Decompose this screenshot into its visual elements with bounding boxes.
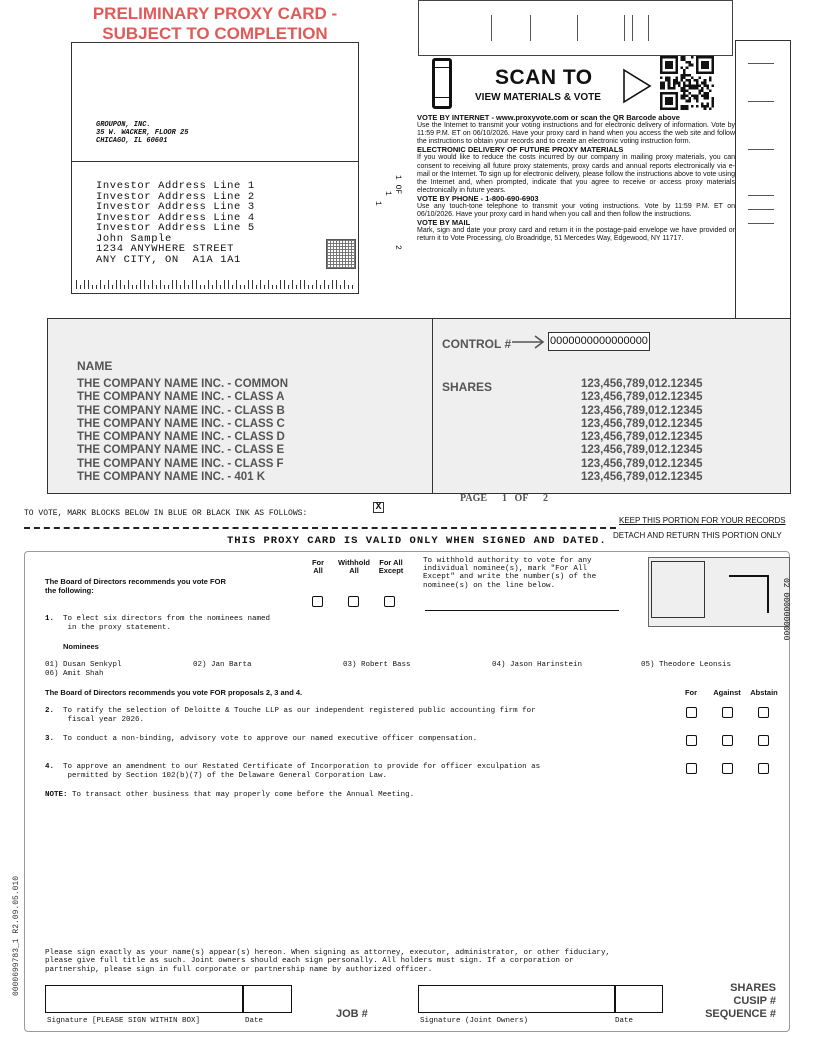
company-name: THE COMPANY NAME INC. - 401 K <box>77 471 266 484</box>
col-abstain: Abstain <box>750 688 778 697</box>
company-name: THE COMPANY NAME INC. - CLASS F <box>77 457 284 470</box>
col-for-all-except <box>375 559 407 575</box>
share-amount: 123,456,789,012.12345 <box>581 391 703 404</box>
nominee: 05) Theodore Leonsis <box>641 661 732 669</box>
company-list <box>77 378 288 484</box>
nominee: 03) Robert Bass <box>343 661 411 669</box>
barcode-sign-box <box>648 557 790 627</box>
for-all-except-checkbox[interactable] <box>384 596 395 607</box>
keep-portion-text: KEEP THIS PORTION FOR YOUR RECORDS <box>619 516 786 525</box>
control-number: 0000000000000000 <box>548 332 650 351</box>
note <box>45 791 414 800</box>
page-vert-text: 1 <box>383 191 392 196</box>
page-vert-text: 1 OF <box>393 175 402 195</box>
detach-line <box>24 527 616 529</box>
vertical-id-left: 0000699783_1 R2.09.05.010 <box>12 875 21 996</box>
phone-heading: VOTE BY PHONE - 1-800-690-6903 <box>417 193 539 203</box>
valid-statement: THIS PROXY CARD IS VALID ONLY WHEN SIGNED AND DATED. <box>227 535 607 547</box>
shares-cusip-sequence <box>690 982 776 1021</box>
mailing-address-box <box>71 42 402 294</box>
holder-info-box <box>47 318 791 504</box>
col-text: Except <box>378 566 404 575</box>
mail-body: Mark, sign and date your proxy card and return it in the postage-paid envelope we have provided or return it to Vote Processing, c/o Broadridge, 51 Mercedes Way, Edgewood, NY 11717. <box>417 227 735 243</box>
col-withhold-all <box>334 559 374 575</box>
recommendation-2: The Board of Directors recommends you vote FOR proposals 2, 3 and 4. <box>45 688 303 697</box>
col-for: For <box>684 688 698 697</box>
sender-line: GROUPON, INC. <box>96 121 151 129</box>
signature-date-box[interactable] <box>243 985 292 1013</box>
electronic-heading: ELECTRONIC DELIVERY OF FUTURE PROXY MATERIALS <box>417 145 624 155</box>
shares-text: SHARES <box>730 982 776 994</box>
item-2-number: 2. <box>45 707 55 715</box>
item-3-against-checkbox[interactable] <box>722 735 733 746</box>
postal-barcode <box>76 280 354 289</box>
signature-box[interactable] <box>45 985 243 1013</box>
nominee: 01) Dusan Senkypl <box>45 661 122 669</box>
shares-label: SHARES <box>442 380 493 394</box>
mail-heading: VOTE BY MAIL <box>417 218 471 228</box>
recommendation-1 <box>45 578 226 595</box>
joint-date-label: Date <box>615 1017 634 1025</box>
preliminary-banner <box>60 4 370 44</box>
item-4-against-checkbox[interactable] <box>722 763 733 774</box>
investor-line: Investor Address Line 2 <box>96 190 255 203</box>
joint-signature-box[interactable] <box>418 985 615 1013</box>
item-3-abstain-checkbox[interactable] <box>758 735 769 746</box>
col-against: Against <box>713 688 741 697</box>
col-text: For <box>311 558 325 567</box>
scan-subtitle: VIEW MATERIALS & VOTE <box>475 92 601 103</box>
phone-body: Use any touch-tone telephone to transmit your voting instructions. Vote by 11:59 P.M. ET on 06/10/2026. Have your proxy card in hand when you call and then follow the instructions. <box>417 203 735 219</box>
nominees-label: Nominees <box>63 642 99 651</box>
page-vert-text: 2 <box>393 245 402 250</box>
company-name: THE COMPANY NAME INC. - CLASS A <box>77 391 285 404</box>
top-barcode-box <box>418 0 733 56</box>
share-amount: 123,456,789,012.12345 <box>581 378 703 390</box>
nominee: 06) Amit Shah <box>45 670 104 678</box>
date-label: Date <box>245 1017 264 1025</box>
investor-line: Investor Address Line 3 <box>96 201 255 213</box>
vote-instruction: TO VOTE, MARK BLOCKS BELOW IN BLUE OR BLACK INK AS FOLLOWS: <box>24 509 308 518</box>
item-2-against-checkbox[interactable] <box>722 707 733 718</box>
col-text: Withhold <box>337 558 370 567</box>
joint-date-box[interactable] <box>615 985 663 1013</box>
page-count: PAGE 1 OF 2 <box>460 493 549 504</box>
share-amount: 123,456,789,012.12345 <box>581 457 703 470</box>
item-3-text: To conduct a non-binding, advisory vote to approve our named executive officer compensation. <box>63 735 478 743</box>
item-4-text: To approve an amendment to our Restated Certificate of Incorporation to provide for officer exculpation as permitted by Section 102(b)(7) of the Delaware General Corporation Law. <box>63 763 541 780</box>
item-2-text: To ratify the selection of Deloitte & Touche LLP as our independent registered public accounting firm for fiscal year 2026. <box>63 707 536 724</box>
investor-line: Investor Address Line 4 <box>96 211 255 224</box>
control-label: CONTROL # <box>442 337 512 351</box>
shares-list <box>581 378 703 484</box>
item-4-number: 4. <box>45 763 55 771</box>
grid-icon <box>326 239 356 269</box>
share-amount: 123,456,789,012.12345 <box>581 471 703 484</box>
sender-line: 35 W. WACKER, FLOOR 25 <box>96 129 189 137</box>
item-4-for-checkbox[interactable] <box>686 763 697 774</box>
share-amount: 123,456,789,012.12345 <box>581 404 703 417</box>
preliminary-line-2: SUBJECT TO COMPLETION <box>102 24 328 43</box>
share-amount: 123,456,789,012.12345 <box>581 444 703 457</box>
item-1-number: 1. <box>45 615 55 623</box>
vertical-id-right: 02 0000000000 <box>781 578 790 641</box>
withhold-instructions: To withhold authority to vote for any individual nominee(s), mark "For All Except" and write the number(s) of the nominee(s) on the line below. <box>423 557 597 590</box>
nominee-write-in-line[interactable] <box>425 610 619 611</box>
item-4-abstain-checkbox[interactable] <box>758 763 769 774</box>
side-strip <box>735 40 791 320</box>
play-arrow-icon <box>622 68 652 104</box>
withhold-all-checkbox[interactable] <box>348 596 359 607</box>
sender-address <box>96 121 188 145</box>
item-2-abstain-checkbox[interactable] <box>758 707 769 718</box>
electronic-body: If you would like to reduce the costs incurred by our company in mailing proxy materials, you can consent to receiving all future proxy statements, proxy cards and annual reports electronically via e-mail or the Internet. To sign up for electronic delivery, please follow the instructions above to vote using the Internet and, when prompted, indicate that you agree to receive or access proxy materials electronically in future years. <box>417 154 735 194</box>
col-text: All <box>349 566 359 575</box>
company-name: THE COMPANY NAME INC. - COMMON <box>77 378 289 390</box>
sender-line: CHICAGO, IL 60601 <box>96 137 168 145</box>
item-2-for-checkbox[interactable] <box>686 707 697 718</box>
qr-code-icon[interactable] <box>660 56 714 110</box>
investor-line: Investor Address Line 1 <box>96 180 255 192</box>
name-label: NAME <box>77 359 113 373</box>
company-name: THE COMPANY NAME INC. - CLASS D <box>77 431 285 444</box>
internet-body: Use the Internet to transmit your voting instructions and for electronic delivery of information. Vote by 11:59 P.M. ET on 06/10/2026. Have your proxy card in hand when you access the web site and follow the instructions to obtain your records and to create an electronic voting instruction form. <box>417 122 735 146</box>
investor-line: Investor Address Line 5 <box>96 222 255 234</box>
investor-line: John Sample <box>96 232 172 245</box>
job-number-label: JOB # <box>336 1008 368 1020</box>
investor-line: ANY CITY, ON A1A 1A1 <box>96 253 241 266</box>
scan-title: SCAN TO <box>495 66 593 89</box>
signature-label: Signature [PLEASE SIGN WITHIN BOX] <box>47 1017 201 1025</box>
sequence-text: SEQUENCE # <box>705 1008 776 1020</box>
voting-instructions <box>417 114 735 244</box>
preliminary-line-1: PRELIMINARY PROXY CARD - <box>92 4 338 23</box>
for-all-checkbox[interactable] <box>312 596 323 607</box>
share-amount: 123,456,789,012.12345 <box>581 431 703 444</box>
item-3-for-checkbox[interactable] <box>686 735 697 746</box>
note-text: To transact other business that may properly come before the Annual Meeting. <box>67 791 415 799</box>
col-text: For All <box>379 558 403 567</box>
col-for-all <box>306 559 330 575</box>
nominee: 02) Jan Barta <box>193 661 252 669</box>
company-name: THE COMPANY NAME INC. - CLASS B <box>77 404 285 417</box>
nominee: 04) Jason Harinstein <box>492 661 583 669</box>
signing-instructions: Please sign exactly as your name(s) appear(s) hereon. When signing as attorney, executor, administrator, or other fiduciary, please give full title as such. Joint owners should each sign personally. All holders must sign. If a corporation or partnership, please sign in full corporate or partnership name by authorized officer. <box>45 949 611 974</box>
cusip-text: CUSIP # <box>733 995 776 1007</box>
share-amount: 123,456,789,012.12345 <box>581 417 703 430</box>
rec1-line: The Board of Directors recommends you vote FOR <box>45 577 226 586</box>
investor-line: 1234 ANYWHERE STREET <box>96 243 235 255</box>
phone-icon <box>432 58 452 109</box>
company-name: THE COMPANY NAME INC. - CLASS E <box>77 444 285 457</box>
arrow-right-icon <box>510 334 546 350</box>
joint-signature-label: Signature (Joint Owners) <box>420 1017 529 1025</box>
item-3-number: 3. <box>45 735 55 743</box>
investor-address <box>96 181 255 265</box>
rec1-line: the following: <box>45 585 94 595</box>
x-mark-example: X <box>373 502 384 513</box>
page-vert-text: 1 <box>373 201 382 206</box>
note-label: NOTE: <box>45 791 68 799</box>
col-text: All <box>313 566 323 575</box>
company-name: THE COMPANY NAME INC. - CLASS C <box>77 417 285 430</box>
item-1-text: To elect six directors from the nominees named in the proxy statement. <box>63 615 271 632</box>
detach-return-text: DETACH AND RETURN THIS PORTION ONLY <box>613 531 782 540</box>
internet-heading: VOTE BY INTERNET - www.proxyvote.com or scan the QR Barcode above <box>417 113 680 122</box>
